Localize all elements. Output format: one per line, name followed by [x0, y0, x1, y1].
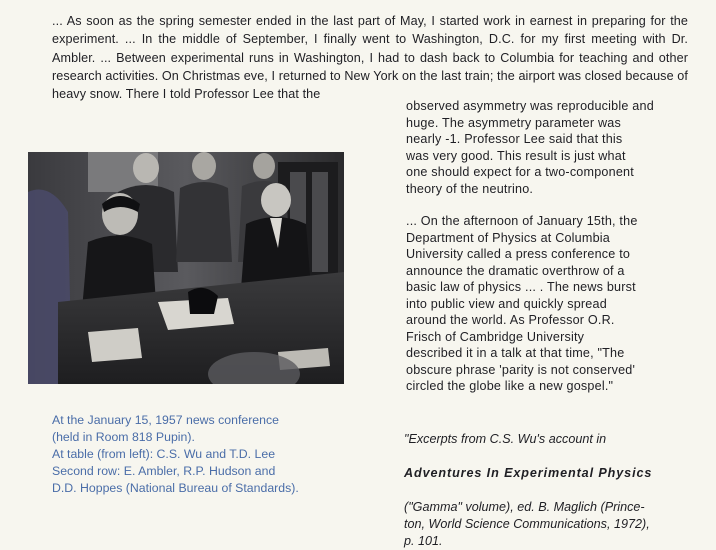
asymmetry-paragraph: observed asymmetry was reproducible and huge. The asymmetry parameter was nearly -1. Professor Lee said that this was very good. This result is just what one should expect for a two-component theory of the neutrino.	[406, 99, 654, 196]
photo-illustration	[28, 152, 344, 384]
opening-paragraph	[52, 12, 688, 103]
press-conference-paragraph: ... On the afternoon of January 15th, the Department of Physics at Columbia University called a press conference to announce the dramatic overthrow of a basic law of physics ... . The news burst into public view and quickly spread around the world. As Professor O.R. Frisch of Cambridge University described it in a talk at that time, "The obscure phrase 'parity is not conserved' circled the globe like a new gospel."	[406, 214, 638, 393]
citation-details: ("Gamma" volume), ed. B. Maglich (Prince- ton, World Science Communications, 1972), p. 101.	[404, 500, 650, 548]
opening-paragraph-text: ... As soon as the spring semester ended in the last part of May, I started work in earnest in preparing for the experiment. ... In the middle of September, I finally went to Washington, D.C. for my first meeting with Dr. Ambler. ... Between experimental runs in Washington, I had to dash back to Columbia for teaching and other research activities. On Christmas eve, I returned to New York on the last train; the airport was closed because of heavy snow. There I told Professor Lee that the	[52, 14, 688, 102]
news-conference-photo	[28, 152, 344, 384]
citation-book-title: Adventures In Experimental Physics	[404, 466, 653, 480]
photo-caption: At the January 15, 1957 news conference (held in Room 818 Pupin). At table (from left): C.S. Wu and T.D. Lee Second row: E. Ambler, R.P. Hudson and D.D. Hoppes (National Bureau of Standards).	[52, 413, 299, 495]
citation	[404, 414, 704, 550]
right-column-text	[406, 98, 692, 395]
citation-intro: "Excerpts from C.S. Wu's account in	[404, 432, 607, 446]
